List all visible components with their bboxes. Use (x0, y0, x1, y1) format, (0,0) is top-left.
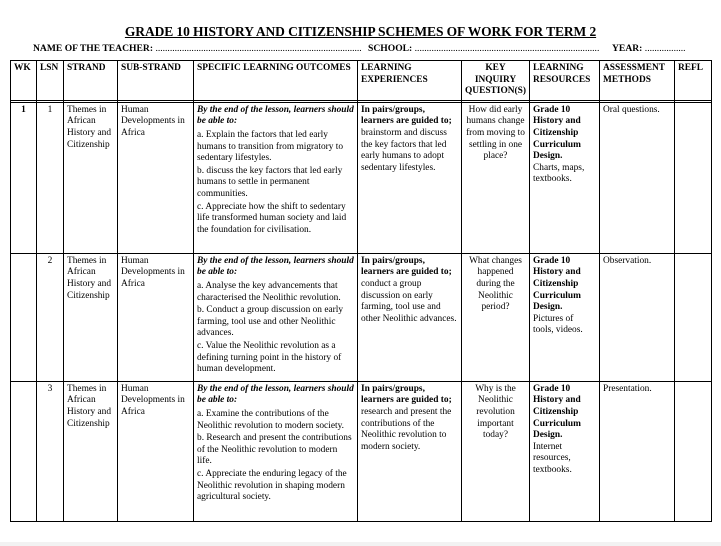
resources-extra: Charts, maps, textbooks. (533, 162, 585, 185)
table-row (11, 253, 712, 381)
header-experiences: LEARNING EXPERIENCES (358, 61, 462, 101)
assessment-cell: Oral questions. (600, 102, 675, 253)
resources-cell (530, 253, 600, 381)
lesson-cell: 1 (37, 102, 64, 253)
strand-cell: Themes in African History and Citizenship (64, 102, 118, 253)
resources-main: Grade 10 History and Citizenship Curriculum Design. (533, 104, 581, 162)
experiences-cell (358, 102, 462, 253)
week-cell: 1 (11, 102, 37, 253)
schemes-of-work-table (10, 60, 712, 522)
header-outcomes: SPECIFIC LEARNING OUTCOMES (194, 61, 358, 101)
outcomes-intro: By the end of the lesson, learners should be able to: (197, 104, 354, 127)
experiences-intro: In pairs/groups, learners are guided to; (361, 104, 452, 127)
header-reflection: REFL (675, 61, 712, 101)
outcome-item: a. Analyse the key advancements that characterised the Neolithic revolution. (197, 280, 341, 303)
year-field[interactable] (612, 43, 686, 54)
reflection-cell[interactable] (675, 253, 712, 381)
header-strand: STRAND (64, 61, 118, 101)
resources-extra: Internet resources, textbooks. (533, 441, 572, 475)
strand-cell: Themes in African History and Citizenship (64, 253, 118, 381)
experiences-intro: In pairs/groups, learners are guided to; (361, 383, 452, 406)
reflection-cell[interactable] (675, 102, 712, 253)
outcomes-cell (194, 381, 358, 521)
school-label: SCHOOL: (368, 43, 413, 54)
experiences-text: conduct a group discussion on early farming, tool use and other Neolithic advances. (361, 278, 457, 324)
inquiry-cell: Why is the Neolithic revolution important today? (462, 381, 530, 521)
reflection-cell[interactable] (675, 381, 712, 521)
school-field[interactable] (368, 43, 599, 54)
outcome-item: b. Research and present the contributions of the Neolithic revolution to modern life. (197, 433, 352, 467)
outcome-item: c. Appreciate the enduring legacy of the Neolithic revolution in shaping modern agricultural society. (197, 468, 347, 503)
week-cell (11, 381, 37, 521)
outcomes-intro: By the end of the lesson, learners should be able to: (197, 383, 354, 406)
assessment-cell: Presentation. (600, 381, 675, 521)
outcomes-cell (194, 253, 358, 381)
outcomes-cell (194, 102, 358, 253)
header-resources: LEARNING RESOURCES (530, 61, 600, 101)
header-inquiry: KEY INQUIRY QUESTION(S) (462, 61, 530, 101)
resources-extra: Pictures of tools, videos. (533, 313, 583, 336)
year-blank[interactable]: ................. (644, 43, 686, 54)
assessment-cell: Observation. (600, 253, 675, 381)
sub-strand-cell: Human Developments in Africa (118, 253, 194, 381)
header-lsn: LSN (37, 61, 64, 101)
header-row (11, 61, 712, 101)
outcome-item: b. Conduct a group discussion on early farming, tool use and other Neolithic advances. (197, 305, 344, 339)
outcome-item: a. Explain the factors that led early humans to transition from migratory to sedentary lifestyles. (197, 129, 344, 164)
week-cell (11, 253, 37, 381)
resources-main: Grade 10 History and Citizenship Curriculum Design. (533, 383, 581, 441)
outcome-item: c. Value the Neolithic revolution as a defining turning point in the history of human development. (197, 340, 342, 375)
inquiry-cell: What changes happened during the Neolithic period? (462, 253, 530, 381)
outcome-item: c. Appreciate how the shift to sedentary life transformed human society and laid the foundation for civilisation. (197, 201, 347, 235)
experiences-cell (358, 253, 462, 381)
outcome-item: a. Examine the contributions of the Neolithic revolution to modern society. (197, 408, 345, 431)
teacher-name-label: NAME OF THE TEACHER: (33, 43, 154, 54)
header-wk: WK (11, 61, 37, 101)
teacher-name-blank[interactable]: ...................................................................................... (155, 43, 362, 54)
document-title: GRADE 10 HISTORY AND CITIZENSHIP SCHEMES OF WORK FOR TERM 2 (124, 24, 597, 39)
resources-main: Grade 10 History and Citizenship Curriculum Design. (533, 255, 581, 313)
sub-strand-cell: Human Developments in Africa (118, 102, 194, 253)
header-assessment: ASSESSMENT METHODS (600, 61, 675, 101)
experiences-cell (358, 381, 462, 521)
experiences-text: brainstorm and discuss the key factors that led early humans to adopt sedentary lifestyles. (361, 127, 447, 173)
strand-cell: Themes in African History and Citizenship (64, 381, 118, 521)
table-row (11, 102, 712, 253)
sub-strand-cell: Human Developments in Africa (118, 381, 194, 521)
lesson-cell: 2 (37, 253, 64, 381)
lesson-cell: 3 (37, 381, 64, 521)
inquiry-cell: How did early humans change from moving to settling in one place? (462, 102, 530, 253)
resources-cell (530, 381, 600, 521)
table-row (11, 381, 712, 521)
resources-cell (530, 102, 600, 253)
school-blank[interactable]: ............................................................................. (414, 43, 600, 54)
experiences-intro: In pairs/groups, learners are guided to; (361, 255, 452, 278)
header-sub-strand: SUB-STRAND (118, 61, 194, 101)
outcome-item: b. discuss the key factors that led early humans to settle in permanent communities. (197, 165, 343, 199)
teacher-name-field[interactable] (33, 43, 362, 54)
outcomes-intro: By the end of the lesson, learners should be able to: (197, 255, 354, 278)
page-bottom-strip (0, 542, 721, 546)
year-label: YEAR: (612, 43, 643, 54)
experiences-text: research and present the contributions of the Neolithic revolution to modern society. (361, 406, 452, 452)
